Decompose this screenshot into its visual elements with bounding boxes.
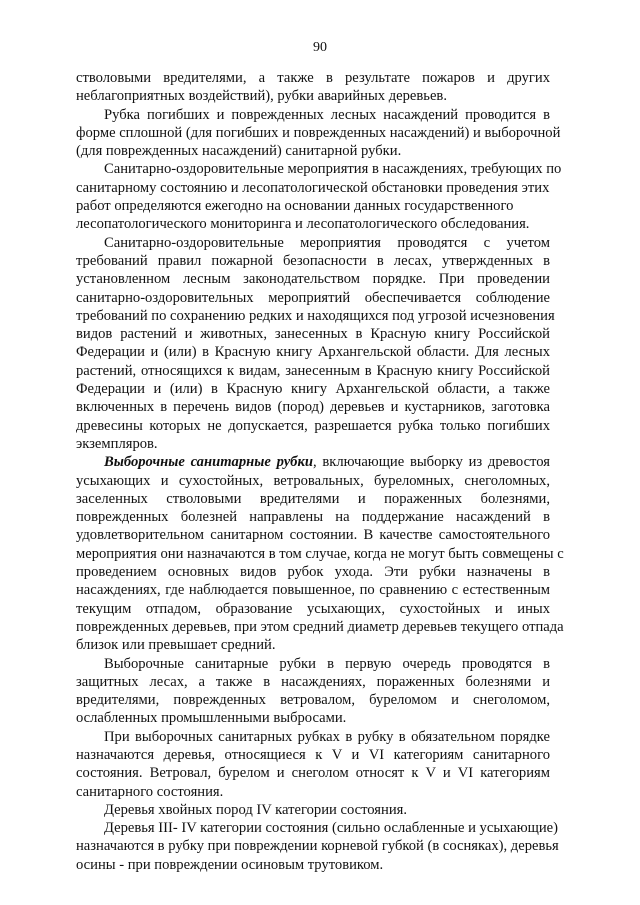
line-text: санитарно-оздоровительных мероприятий обеспечивается соблюдение [76, 289, 550, 306]
text-line [76, 435, 550, 453]
text-line [76, 124, 561, 142]
line-text: поврежденных деревьев, при этом средний диаметр деревьев текущего отпада [76, 618, 564, 635]
text-line [76, 398, 550, 416]
line-text: состояния. Ветровал, бурелом и снеголом относят к V и VI категориям [76, 765, 550, 782]
text-line [76, 380, 550, 398]
body-text [76, 69, 564, 874]
line-text: вредителями, поврежденных ветровалом, буреломом и снеголомом, [76, 692, 550, 709]
text-line [76, 343, 550, 361]
bold-term: Выборочные санитарные рубки [104, 454, 313, 471]
text-line [76, 581, 550, 599]
text-line [76, 325, 550, 343]
text-line [76, 197, 550, 215]
text-line [76, 142, 550, 160]
text-line [76, 69, 550, 87]
text-line [76, 453, 550, 471]
text-line [76, 636, 550, 654]
text-line [76, 252, 550, 270]
line-text: проведением основных видов рубок ухода. Эти рубки назначены в [76, 564, 550, 581]
text-line [76, 417, 550, 435]
line-text: ослабленных промышленными выбросами. [76, 710, 347, 727]
line-text: стволовыми вредителями, а также в результате пожаров и других [76, 70, 550, 86]
text-line [76, 673, 550, 691]
line-text: санитарного состояния. [76, 783, 224, 800]
text-line [76, 270, 550, 288]
line-text: установленном лесным законодательством порядке. При проведении [76, 271, 550, 288]
text-line [76, 307, 555, 325]
text-line [76, 655, 550, 673]
line-text: Санитарно-оздоровительные мероприятия в насаждениях, требующих по [104, 161, 562, 178]
text-line [76, 801, 550, 819]
line-text: растений, относящихся к видам, занесенным в Красную книгу Российской [76, 362, 550, 379]
line-text: видов растений и животных, занесенных в Красную книгу Российской [76, 326, 550, 343]
line-text: требований по сохранению редких и находящихся под угрозой исчезновения [76, 307, 555, 324]
text-line [76, 526, 550, 544]
text-line [76, 856, 550, 874]
text-line [76, 746, 550, 764]
line-text: неблагоприятных воздействий), рубки аварийных деревьев. [76, 88, 447, 105]
line-text: усыхающих и сухостойных, ветровальных, буреломных, снеголомных, [76, 472, 550, 489]
text-line [76, 362, 550, 380]
line-text: удовлетворительном санитарном состоянии. В качестве самостоятельного [76, 527, 550, 544]
line-text: защитных лесах, а также в насаждениях, пораженных болезнями и [76, 673, 550, 690]
line-text: , включающие выборку из древостоя [312, 454, 550, 471]
line-text: заселенных стволовыми вредителями и пораженных болезнями, [76, 490, 550, 507]
line-text: (для поврежденных насаждений) санитарной рубки. [76, 143, 402, 160]
line-text: текущим отпадом, образование усыхающих, сухостойных и иных [76, 600, 550, 617]
line-text: Выборочные санитарные рубки в первую очередь проводятся в [104, 655, 550, 672]
text-line [76, 234, 550, 252]
page-number: 90 [313, 40, 327, 55]
line-text: Федерации и (или) в Красную книгу Архангельской области. Для лесных [76, 344, 550, 361]
text-line [76, 819, 559, 837]
text-line [76, 783, 550, 801]
text-line [76, 545, 564, 563]
text-line [76, 215, 550, 233]
text-line [76, 508, 550, 526]
text-line [76, 618, 564, 636]
line-text: назначаются в рубку при повреждении корневой губкой (в сосняках), деревья [76, 838, 559, 855]
line-text: Деревья III- IV категории состояния (сильно ослабленные и усыхающие) [104, 820, 559, 837]
line-text: Рубка погибших и поврежденных лесных насаждений проводится в [104, 106, 550, 123]
text-line [76, 691, 550, 709]
text-line [76, 490, 550, 508]
text-line [76, 709, 550, 727]
line-text: близок или превышает средний. [76, 637, 276, 654]
text-line [76, 289, 550, 307]
text-line [76, 764, 550, 782]
line-text: Деревья хвойных пород IV категории состояния. [104, 801, 408, 818]
text-line [76, 837, 559, 855]
line-text: При выборочных санитарных рубках в рубку в обязательном порядке [104, 728, 550, 745]
line-text: древесины которых не допускается, разрешается рубка только погибших [76, 417, 550, 434]
line-text: Санитарно-оздоровительные мероприятия проводятся с учетом [104, 234, 550, 251]
text-line [76, 600, 550, 618]
text-line [76, 728, 550, 746]
line-text: санитарному состоянию и лесопатологической обстановки проведения этих [76, 179, 550, 196]
text-line [76, 160, 562, 178]
line-text: лесопатологического мониторинга и лесопатологического обследования. [76, 216, 530, 233]
line-text: требований правил пожарной безопасности в лесах, утвержденных в [76, 252, 550, 269]
line-text: насаждениях, где наблюдается повышенное, по сравнению с естественным [76, 582, 550, 599]
line-text: форме сплошной (для погибших и поврежденных насаждений) и выборочной [76, 124, 561, 141]
text-line [76, 472, 550, 490]
line-text: поврежденных болезней направлены на поддержание насаждений в [76, 509, 550, 526]
line-text: назначаются деревья, относящиеся к V и VI категориям санитарного [76, 746, 550, 763]
text-line [76, 87, 550, 105]
line-text: экземпляров. [76, 435, 158, 452]
line-text: включенных в перечень видов (пород) деревьев и кустарников, заготовка [76, 399, 550, 416]
line-text: работ определяются ежегодно на основании данных государственного [76, 198, 514, 215]
line-text: осины - при повреждении осиновым трутовиком. [76, 856, 384, 873]
text-line [76, 179, 550, 197]
line-text: мероприятия они назначаются в том случае, когда не могут быть совмещены с [76, 545, 564, 562]
line-text: Федерации и (или) в Красную книгу Архангельской области, а также [76, 381, 550, 398]
text-line [76, 563, 550, 581]
text-line [76, 106, 550, 124]
